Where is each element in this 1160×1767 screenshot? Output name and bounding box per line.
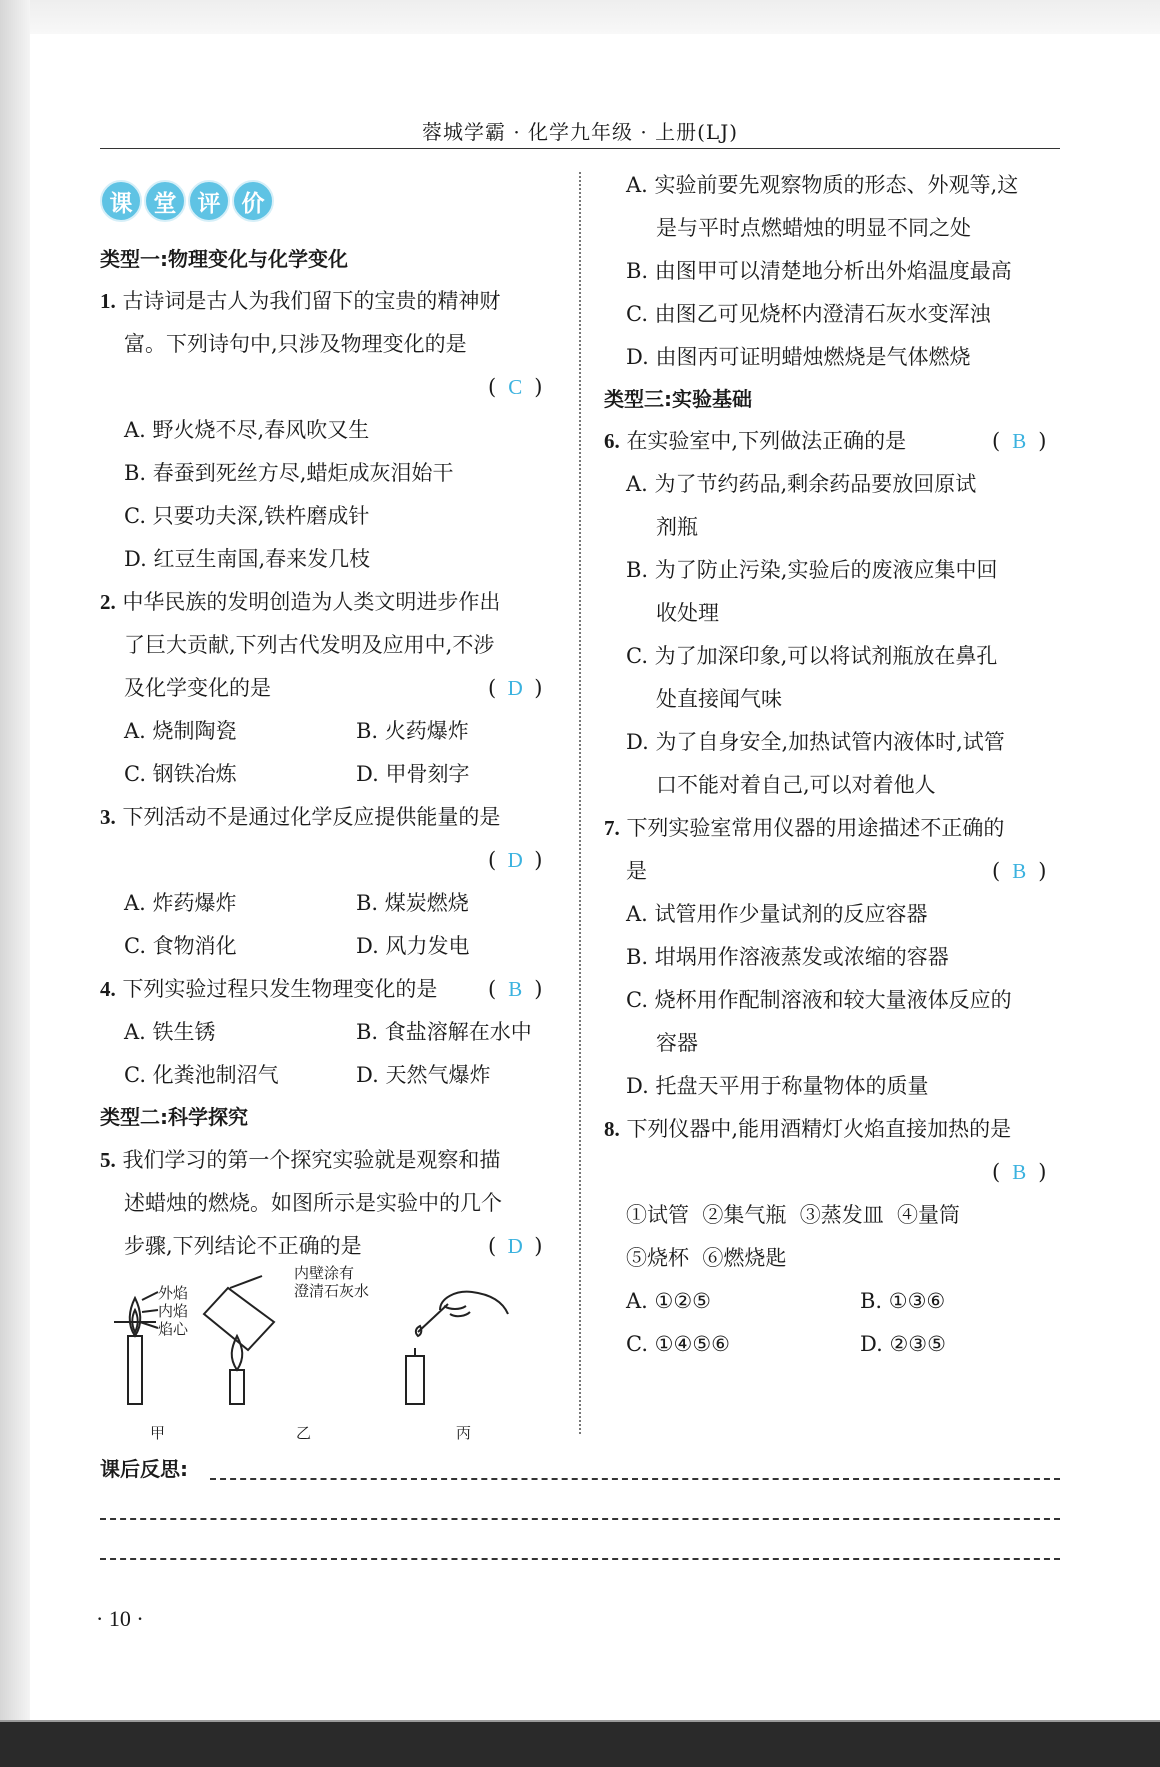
q1-number: 1.: [100, 289, 116, 313]
q5-answer-value: D: [507, 1234, 523, 1258]
candle-bing: [406, 1356, 424, 1404]
q1-option-d: D. 红豆生南国,春来发几枝: [124, 547, 371, 571]
label-outer-flame: 外焰: [158, 1284, 189, 1302]
q8-option-b: B. ①③⑥: [860, 1289, 946, 1313]
type1-heading: 类型一:物理变化与化学变化: [100, 247, 348, 271]
q5-option-a-line1: A. 实验前要先观察物质的形态、外观等,这: [626, 173, 1019, 197]
q7-line2: 是: [626, 859, 647, 883]
badge-char: 堂: [144, 180, 186, 222]
label-yi: 乙: [296, 1424, 312, 1442]
q1-answer-value: C: [508, 375, 523, 399]
q8-line1: [604, 1114, 1011, 1144]
q1-line1: [100, 286, 500, 316]
q6-text: 在实验室中,下列做法正确的是: [626, 429, 907, 453]
q6-option-d-line2: 口不能对着自己,可以对着他人: [656, 773, 936, 797]
q3-number: 3.: [100, 805, 116, 829]
q2-option-b: B. 火药爆炸: [356, 719, 469, 743]
q8-option-c: C. ①④⑤⑥: [626, 1332, 730, 1356]
label-inner-flame: 内焰: [158, 1302, 189, 1320]
q8-items-line2: ⑤烧杯 ⑥燃烧匙: [626, 1246, 787, 1270]
q8-number: 8.: [604, 1117, 620, 1141]
q6-option-c-line1: C. 为了加深印象,可以将试剂瓶放在鼻孔: [626, 644, 998, 668]
label-flame-core: 焰心: [158, 1320, 189, 1338]
q8-answer-value: B: [1012, 1160, 1027, 1184]
q1-option-a: A. 野火烧不尽,春风吹又生: [124, 418, 370, 442]
header-rule: [100, 148, 1060, 149]
q3-answer: ( D ): [488, 845, 542, 875]
reflection-line-1: [210, 1478, 1060, 1480]
hand-bing: [440, 1292, 508, 1314]
q2-answer: ( D ): [488, 673, 542, 703]
q5-option-a-line2: 是与平时点燃蜡烛的明显不同之处: [656, 216, 971, 240]
q8-items-line1: ①试管 ②集气瓶 ③蒸发皿 ④量筒: [626, 1203, 961, 1227]
q7-line1: [604, 813, 1004, 843]
q4-option-c: C. 化粪池制沼气: [124, 1063, 279, 1087]
q8-option-a: A. ①②⑤: [626, 1289, 711, 1313]
q3-option-b: B. 煤炭燃烧: [356, 891, 469, 915]
q4-option-a: A. 铁生锈: [124, 1020, 216, 1044]
badge-char: 评: [188, 180, 230, 222]
q5-number: 5.: [100, 1148, 116, 1172]
reflection-line-3: [100, 1558, 1060, 1560]
q5-answer: ( D ): [488, 1231, 542, 1261]
reflection-line-2: [100, 1518, 1060, 1520]
q7-option-b: B. 坩埚用作溶液蒸发或浓缩的容器: [626, 945, 949, 969]
q7-answer: ( B ): [992, 856, 1046, 886]
type3-heading: 类型三:实验基础: [604, 387, 752, 411]
q4-option-b: B. 食盐溶解在水中: [356, 1020, 532, 1044]
q3-option-c: C. 食物消化: [124, 934, 237, 958]
type2-heading: 类型二:科学探究: [100, 1105, 248, 1129]
q4-line1: [100, 974, 437, 1004]
q5-option-b: B. 由图甲可以清楚地分析出外焰温度最高: [626, 259, 1012, 283]
badge-char: 课: [100, 180, 142, 222]
page-header: 蓉城学霸 · 化学九年级 · 上册(LJ): [421, 120, 739, 144]
q6-answer: ( B ): [992, 426, 1046, 456]
badge-char: 价: [232, 180, 274, 222]
q2-option-c: C. 钢铁冶炼: [124, 762, 237, 786]
q5-text: 我们学习的第一个探究实验就是观察和描: [122, 1148, 501, 1172]
q5-line2: 述蜡烛的燃烧。如图所示是实验中的几个: [124, 1191, 502, 1215]
q2-line1: [100, 587, 500, 617]
q2-option-d: D. 甲骨刻字: [356, 762, 470, 786]
q1-line2: 富。下列诗句中,只涉及物理变化的是: [124, 332, 467, 356]
candle-jia: [128, 1336, 142, 1404]
q8-answer: ( B ): [992, 1157, 1046, 1187]
q2-number: 2.: [100, 590, 116, 614]
label-jia: 甲: [150, 1424, 166, 1442]
page-number: · 10 ·: [96, 1606, 144, 1631]
q6-answer-value: B: [1012, 429, 1027, 453]
q7-option-a: A. 试管用作少量试剂的反应容器: [626, 902, 928, 926]
q4-number: 4.: [100, 977, 116, 1001]
q4-option-d: D. 天然气爆炸: [356, 1063, 491, 1087]
scan-top-edge: [0, 0, 1160, 34]
q3-option-d: D. 风力发电: [356, 934, 470, 958]
reflection-label: 课后反思:: [100, 1457, 188, 1481]
q7-option-c-line1: C. 烧杯用作配制溶液和较大量液体反应的: [626, 988, 1012, 1012]
q6-option-a-line1: A. 为了节约药品,剩余药品要放回原试: [626, 472, 977, 496]
q2-option-a: A. 烧制陶瓷: [124, 719, 237, 743]
q2-line3: 及化学变化的是: [124, 676, 271, 700]
q7-number: 7.: [604, 816, 620, 840]
q1-option-c: C. 只要功夫深,铁杵磨成针: [124, 504, 370, 528]
q6-option-a-line2: 剂瓶: [656, 515, 698, 539]
q6-option-b-line1: B. 为了防止污染,实验后的废液应集中回: [626, 558, 998, 582]
q6-number: 6.: [604, 429, 620, 453]
q1-option-b: B. 春蚕到死丝方尽,蜡炬成灰泪始干: [124, 461, 454, 485]
label-beaker-wall: 内壁涂有: [294, 1264, 355, 1282]
q4-answer: ( B ): [488, 974, 542, 1004]
candle-figure: [110, 1264, 530, 1442]
q3-text: 下列活动不是通过化学反应提供能量的是: [122, 805, 501, 829]
q7-text: 下列实验室常用仪器的用途描述不正确的: [626, 816, 1005, 840]
q5-option-d: D. 由图丙可证明蜡烛燃烧是气体燃烧: [626, 345, 971, 369]
column-divider: [579, 172, 581, 1434]
scan-bottom-bar: [0, 1722, 1160, 1767]
q2-answer-value: D: [507, 676, 523, 700]
q2-line2: 了巨大贡献,下列古代发明及应用中,不涉: [124, 633, 495, 657]
q6-option-d-line1: D. 为了自身安全,加热试管内液体时,试管: [626, 730, 1005, 754]
q5-line1: [100, 1145, 500, 1175]
q5-line3: 步骤,下列结论不正确的是: [124, 1234, 362, 1258]
q3-answer-value: D: [507, 848, 523, 872]
section-badge: [100, 180, 274, 222]
q7-option-d: D. 托盘天平用于称量物体的质量: [626, 1074, 929, 1098]
candle-yi: [230, 1370, 244, 1404]
scan-left-shadow: [0, 0, 30, 1767]
q8-option-d: D. ②③⑤: [860, 1332, 946, 1356]
q6-option-b-line2: 收处理: [656, 601, 719, 625]
q1-answer: ( C ): [488, 372, 542, 402]
q1-text: 古诗词是古人为我们留下的宝贵的精神财: [122, 289, 501, 313]
q7-option-c-line2: 容器: [656, 1031, 698, 1055]
q3-line1: [100, 802, 500, 832]
q7-answer-value: B: [1012, 859, 1027, 883]
label-bing: 丙: [456, 1424, 472, 1442]
q6-line1: [604, 426, 906, 456]
q5-option-c: C. 由图乙可见烧杯内澄清石灰水变浑浊: [626, 302, 991, 326]
label-limewater: 澄清石灰水: [294, 1282, 370, 1300]
q3-option-a: A. 炸药爆炸: [124, 891, 237, 915]
q4-text: 下列实验过程只发生物理变化的是: [122, 977, 438, 1001]
q2-text: 中华民族的发明创造为人类文明进步作出: [122, 590, 501, 614]
q6-option-c-line2: 处直接闻气味: [656, 687, 782, 711]
q4-answer-value: B: [508, 977, 523, 1001]
q8-text: 下列仪器中,能用酒精灯火焰直接加热的是: [626, 1117, 1012, 1141]
